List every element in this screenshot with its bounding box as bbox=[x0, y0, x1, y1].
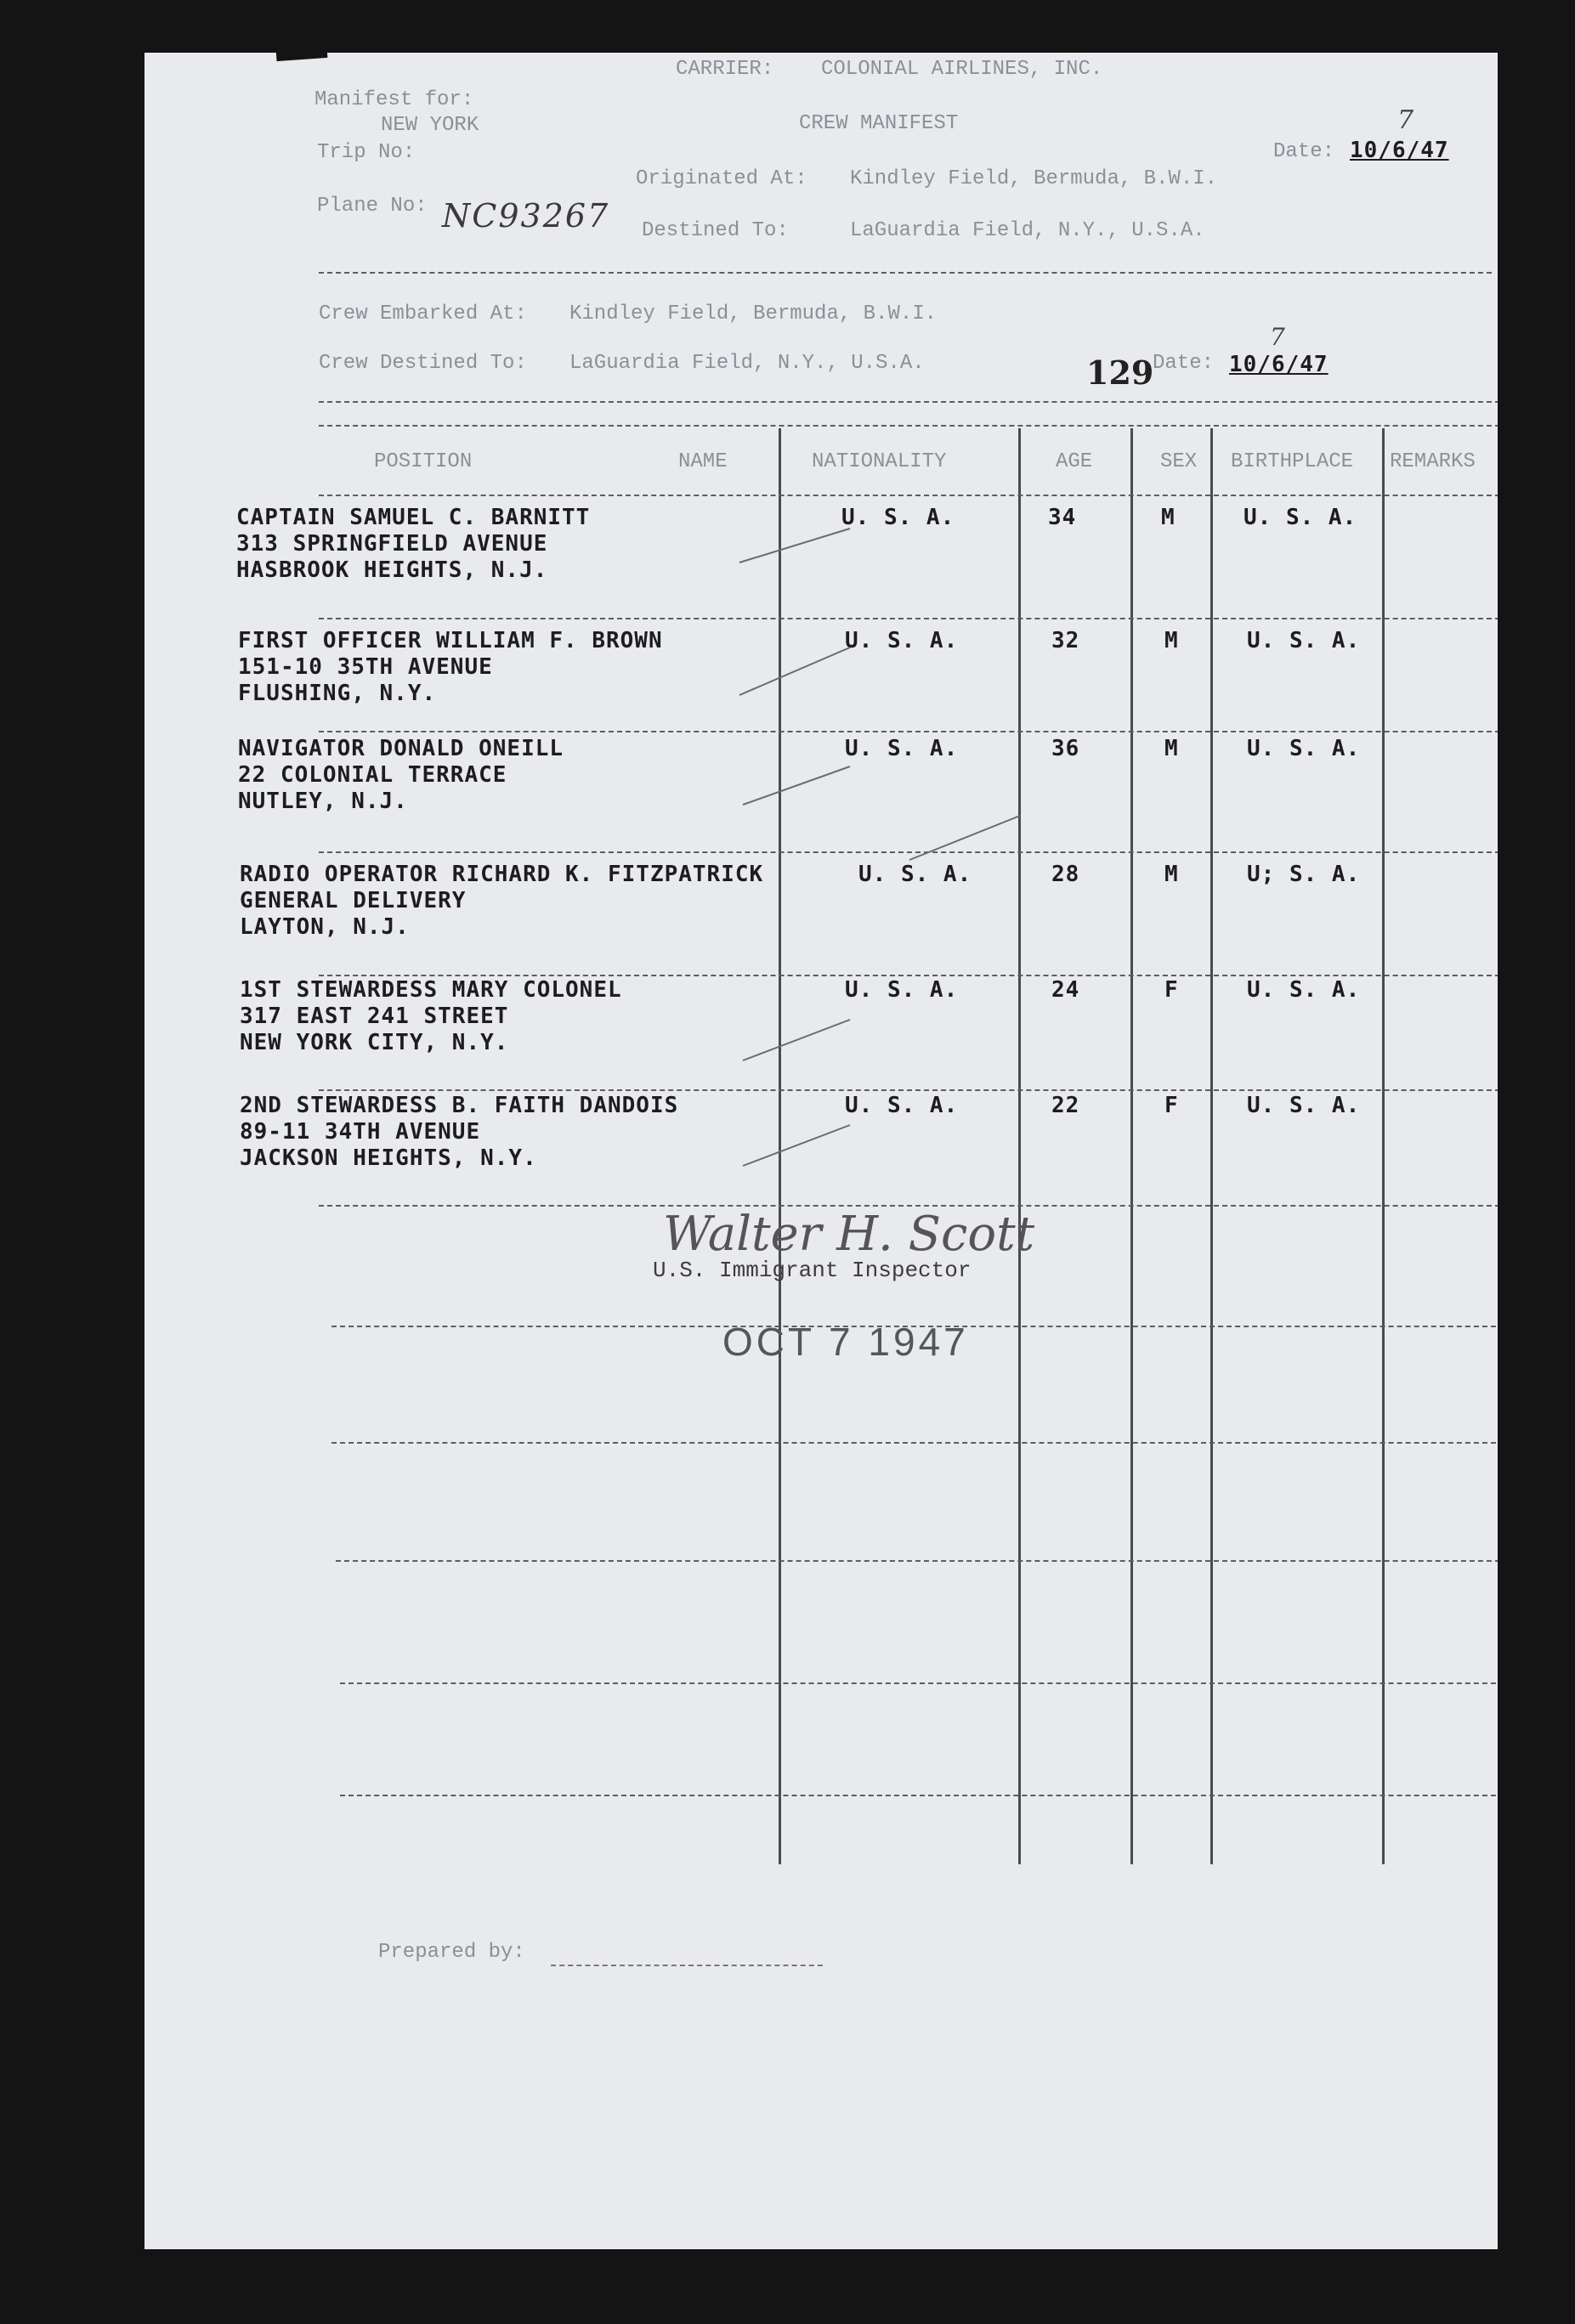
carrier-value: COLONIAL AIRLINES, INC. bbox=[821, 58, 1103, 81]
crew-position-name: FIRST OFFICER WILLIAM F. BROWN bbox=[238, 628, 663, 653]
crew-position-name: CAPTAIN SAMUEL C. BARNITT bbox=[236, 505, 591, 530]
crew-sex: F bbox=[1164, 977, 1179, 1003]
crew-address-street: 22 COLONIAL TERRACE bbox=[238, 762, 507, 788]
column-remarks: REMARKS bbox=[1390, 450, 1476, 473]
crew-position-name: NAVIGATOR DONALD ONEILL bbox=[238, 736, 564, 761]
row-divider bbox=[331, 1442, 1498, 1444]
row-divider bbox=[331, 1326, 1498, 1327]
crew-age: 36 bbox=[1051, 736, 1080, 761]
crew-birthplace: U. S. A. bbox=[1247, 977, 1361, 1003]
crew-embarked-label: Crew Embarked At: bbox=[319, 303, 527, 325]
row-divider bbox=[340, 1682, 1498, 1684]
crew-position-name: RADIO OPERATOR RICHARD K. FITZPATRICK bbox=[240, 862, 764, 887]
crew-age: 24 bbox=[1051, 977, 1080, 1003]
check-mark bbox=[909, 816, 1020, 860]
crew-address-city: HASBROOK HEIGHTS, N.J. bbox=[236, 557, 548, 583]
stamp-number: 129 bbox=[1086, 353, 1154, 392]
check-mark bbox=[743, 1125, 850, 1166]
crew-destined-value: LaGuardia Field, N.Y., U.S.A. bbox=[569, 352, 925, 375]
column-name: NAME bbox=[678, 450, 728, 473]
row-divider bbox=[336, 1560, 1498, 1562]
crew-sex: M bbox=[1164, 736, 1179, 761]
crew-sex: M bbox=[1164, 862, 1179, 887]
column-age: AGE bbox=[1056, 450, 1093, 473]
column-position: POSITION bbox=[374, 450, 473, 473]
originated-label: Originated At: bbox=[636, 167, 807, 190]
date2-value: 10/6/47 bbox=[1229, 352, 1329, 377]
crew-position-name: 1ST STEWARDESS MARY COLONEL bbox=[240, 977, 622, 1003]
destined-label: Destined To: bbox=[642, 219, 789, 242]
date2-label: Date: bbox=[1153, 352, 1215, 375]
inspection-date-stamp: OCT 7 1947 bbox=[722, 1320, 969, 1364]
crew-sex: M bbox=[1161, 505, 1176, 530]
crew-address-street: 89-11 34TH AVENUE bbox=[240, 1119, 481, 1145]
plane-no-label: Plane No: bbox=[317, 195, 428, 218]
crew-birthplace: U. S. A. bbox=[1247, 1093, 1361, 1118]
crew-address-city: FLUSHING, N.Y. bbox=[238, 681, 437, 706]
carrier-label: CARRIER: bbox=[676, 58, 774, 81]
trip-no-label: Trip No: bbox=[317, 141, 416, 164]
crew-embarked-value: Kindley Field, Bermuda, B.W.I. bbox=[569, 303, 938, 325]
row-divider bbox=[340, 1795, 1498, 1796]
crew-nationality: U. S. A. bbox=[845, 628, 959, 653]
check-mark bbox=[743, 766, 850, 805]
crew-age: 32 bbox=[1051, 628, 1080, 653]
destined-value: LaGuardia Field, N.Y., U.S.A. bbox=[850, 219, 1205, 242]
crew-age: 34 bbox=[1048, 505, 1077, 530]
crew-birthplace: U; S. A. bbox=[1247, 862, 1361, 887]
crew-nationality: U. S. A. bbox=[845, 736, 959, 761]
column-sex: SEX bbox=[1160, 450, 1198, 473]
crew-address-street: 313 SPRINGFIELD AVENUE bbox=[236, 531, 548, 557]
crew-address-city: LAYTON, N.J. bbox=[240, 914, 410, 940]
crew-age: 22 bbox=[1051, 1093, 1080, 1118]
date-value: 10/6/47 bbox=[1350, 138, 1449, 163]
crew-address-city: NEW YORK CITY, N.Y. bbox=[240, 1030, 509, 1055]
inspector-signature: Walter H. Scott bbox=[663, 1207, 1035, 1262]
crew-address-street: GENERAL DELIVERY bbox=[240, 888, 467, 913]
crew-position-name: 2ND STEWARDESS B. FAITH DANDOIS bbox=[240, 1093, 679, 1118]
manifest-for-label: Manifest for: bbox=[314, 88, 474, 111]
plane-no-value: NC93267 bbox=[442, 197, 610, 235]
crew-address-city: JACKSON HEIGHTS, N.Y. bbox=[240, 1145, 537, 1171]
crew-address-street: 151-10 35TH AVENUE bbox=[238, 654, 493, 680]
crew-birthplace: U. S. A. bbox=[1247, 736, 1361, 761]
crew-nationality: U. S. A. bbox=[845, 977, 959, 1003]
check-mark bbox=[739, 529, 850, 563]
manifest-page bbox=[144, 53, 1498, 2249]
originated-value: Kindley Field, Bermuda, B.W.I. bbox=[850, 167, 1218, 190]
column-birthplace: BIRTHPLACE bbox=[1231, 450, 1354, 473]
prepared-by-label: Prepared by: bbox=[378, 1941, 525, 1964]
inspector-title: U.S. Immigrant Inspector bbox=[653, 1258, 972, 1283]
date-label: Date: bbox=[1273, 140, 1335, 163]
check-mark bbox=[743, 1020, 850, 1060]
date-correction: 7 bbox=[1397, 105, 1414, 135]
crew-nationality: U. S. A. bbox=[845, 1093, 959, 1118]
crew-birthplace: U. S. A. bbox=[1247, 628, 1361, 653]
column-nationality: NATIONALITY bbox=[812, 450, 947, 473]
crew-address-city: NUTLEY, N.J. bbox=[238, 789, 408, 814]
check-mark bbox=[739, 647, 850, 695]
manifest-for-value: NEW YORK bbox=[381, 114, 479, 137]
crew-sex: F bbox=[1164, 1093, 1179, 1118]
crew-nationality: U. S. A. bbox=[841, 505, 955, 530]
crew-birthplace: U. S. A. bbox=[1244, 505, 1357, 530]
crew-sex: M bbox=[1164, 628, 1179, 653]
crew-destined-label: Crew Destined To: bbox=[319, 352, 527, 375]
manifest-type: CREW MANIFEST bbox=[799, 112, 959, 135]
crew-nationality: U. S. A. bbox=[858, 862, 972, 887]
crew-address-street: 317 EAST 241 STREET bbox=[240, 1004, 509, 1029]
check-marks bbox=[144, 53, 1498, 1242]
date2-correction: 7 bbox=[1270, 323, 1285, 351]
crew-age: 28 bbox=[1051, 862, 1080, 887]
prepared-by-line bbox=[551, 1965, 823, 1966]
